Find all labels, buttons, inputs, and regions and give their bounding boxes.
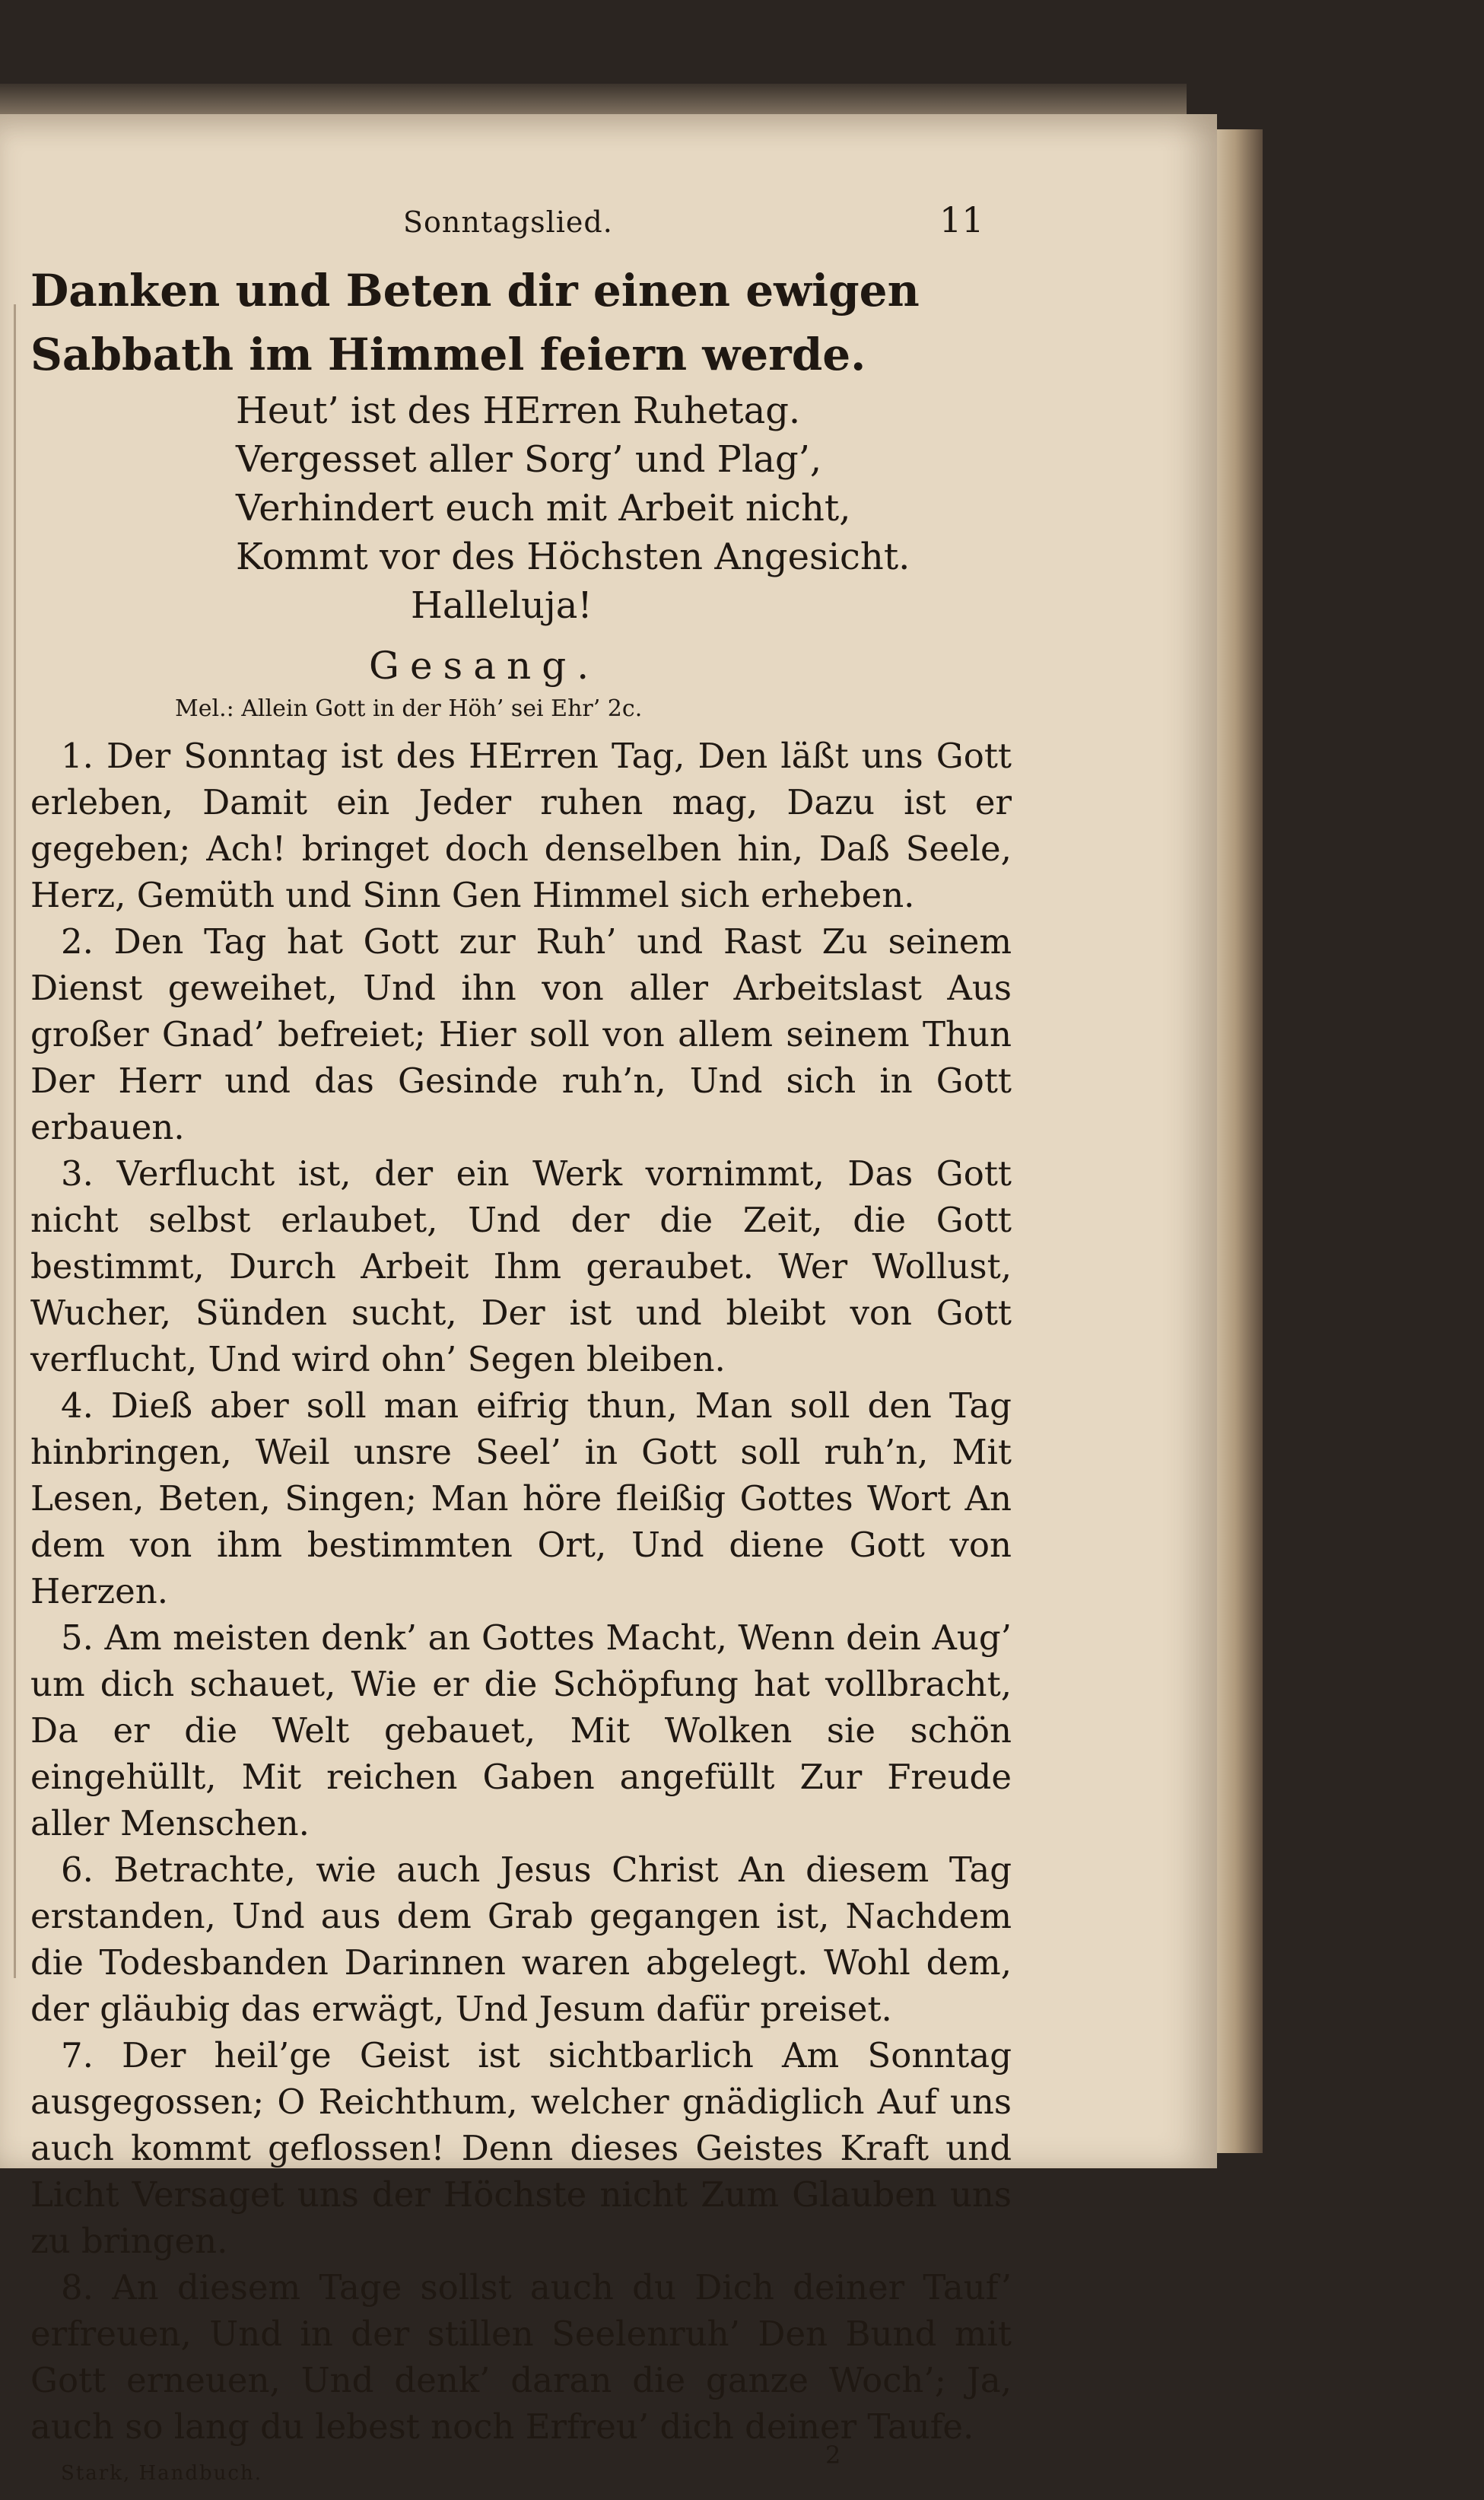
verse-line: Kommt vor des Höchsten Angesicht. <box>236 536 910 578</box>
intro-prose: Danken und Beten dir einen ewigen Sabbath im Himmel feiern werde. <box>30 265 920 380</box>
verse-halleluja: Halleluja! <box>411 584 593 627</box>
verse-line: Heut’ ist des HErren Ruhetag. <box>236 390 801 432</box>
stanza-2: 2. Den Tag hat Gott zur Ruh’ und Rast Zu seinem Dienst geweihet, Und ihn von aller Arbeitslast Aus großer Gnad’ befreiet; Hier soll von allem seinem Thun Der Herr und das Gesinde ruh’n, Und sich in Gott erbauen. <box>30 921 1012 1147</box>
running-title: Sonntagslied. <box>403 205 613 239</box>
stanza-4: 4. Dieß aber soll man eifrig thun, Man soll den Tag hinbringen, Weil unsre Seel’ in Gott soll ruh’n, Mit Lesen, Beten, Singen; Man höre fleißig Gottes Wort An dem von ihm bestimmten Ort, Und diene Gott von Herzen. <box>30 1385 1012 1611</box>
gutter-line <box>14 304 16 1978</box>
opening-verse <box>236 386 1012 630</box>
stanza-1: 1. Der Sonntag ist des HErren Tag, Den läßt uns Gott erleben, Damit ein Jeder ruhen mag, Dazu ist er gegeben; Ach! bringet doch denselben hin, Daß Seele, Herz, Gemüth und Sinn Gen Himmel sich erheben. <box>30 736 1012 915</box>
signature-mark: 2 <box>825 2441 841 2470</box>
running-head <box>30 199 1012 259</box>
song-title: Gesang. <box>369 644 600 688</box>
stanza-5: 5. Am meisten denk’ an Gottes Macht, Wenn dein Aug’ um dich schauet, Wie er die Schöpfung hat vollbracht, Da er die Welt gebauet, Mit Wolken sie schön eingehüllt, Mit reichen Gaben angefüllt Zur Freude aller Menschen. <box>30 1617 1012 1843</box>
melody-line: Mel.: Allein Gott in der Höh’ sei Ehr’ 2c. <box>175 695 643 722</box>
printer-line: Stark, Handbuch. <box>61 2462 262 2485</box>
verse-line: Vergesset aller Sorg’ und Plag’, <box>236 438 822 481</box>
page-number: 11 <box>939 199 984 240</box>
stanza-7: 7. Der heil’ge Geist ist sichtbarlich Am Sonntag ausgegossen; O Reichthum, welcher gnädiglich Auf uns auch kommt geflossen! Denn dieses Geistes Kraft und Licht Versaget uns der Höchste nicht Zum Glauben uns zu bringen. <box>30 2035 1012 2261</box>
stanza-6: 6. Betrachte, wie auch Jesus Christ An diesem Tag erstanden, Und aus dem Grab gegangen ist, Nachdem die Todesbanden Darinnen waren abgelegt. Wohl dem, der gläubig das erwägt, Und Jesum dafür preiset. <box>30 1850 1012 2029</box>
page-edge <box>1217 129 1263 2153</box>
stanza-3: 3. Verflucht ist, der ein Werk vornimmt, Das Gott nicht selbst erlaubet, Und der die Zeit, die Gott bestimmt, Durch Arbeit Ihm geraubet. Wer Wollust, Wucher, Sünden sucht, Der ist und bleibt von Gott verflucht, Und wird ohn’ Segen bleiben. <box>30 1153 1012 1379</box>
page-footer <box>30 2441 1012 2500</box>
song-stanzas <box>30 733 1012 2450</box>
verse-line: Verhindert euch mit Arbeit nicht, <box>236 487 851 530</box>
stanza-8: 8. An diesem Tage sollst auch du Dich deiner Tauf’ erfreuen, Und in der stillen Seelenruh’ Den Bund mit Gott erneuen, Und denk’ daran die ganze Woch’; Ja, auch so lang du lebest noch Erfreu’ dich deiner Taufe. <box>30 2267 1012 2447</box>
page-content <box>30 199 1012 2500</box>
